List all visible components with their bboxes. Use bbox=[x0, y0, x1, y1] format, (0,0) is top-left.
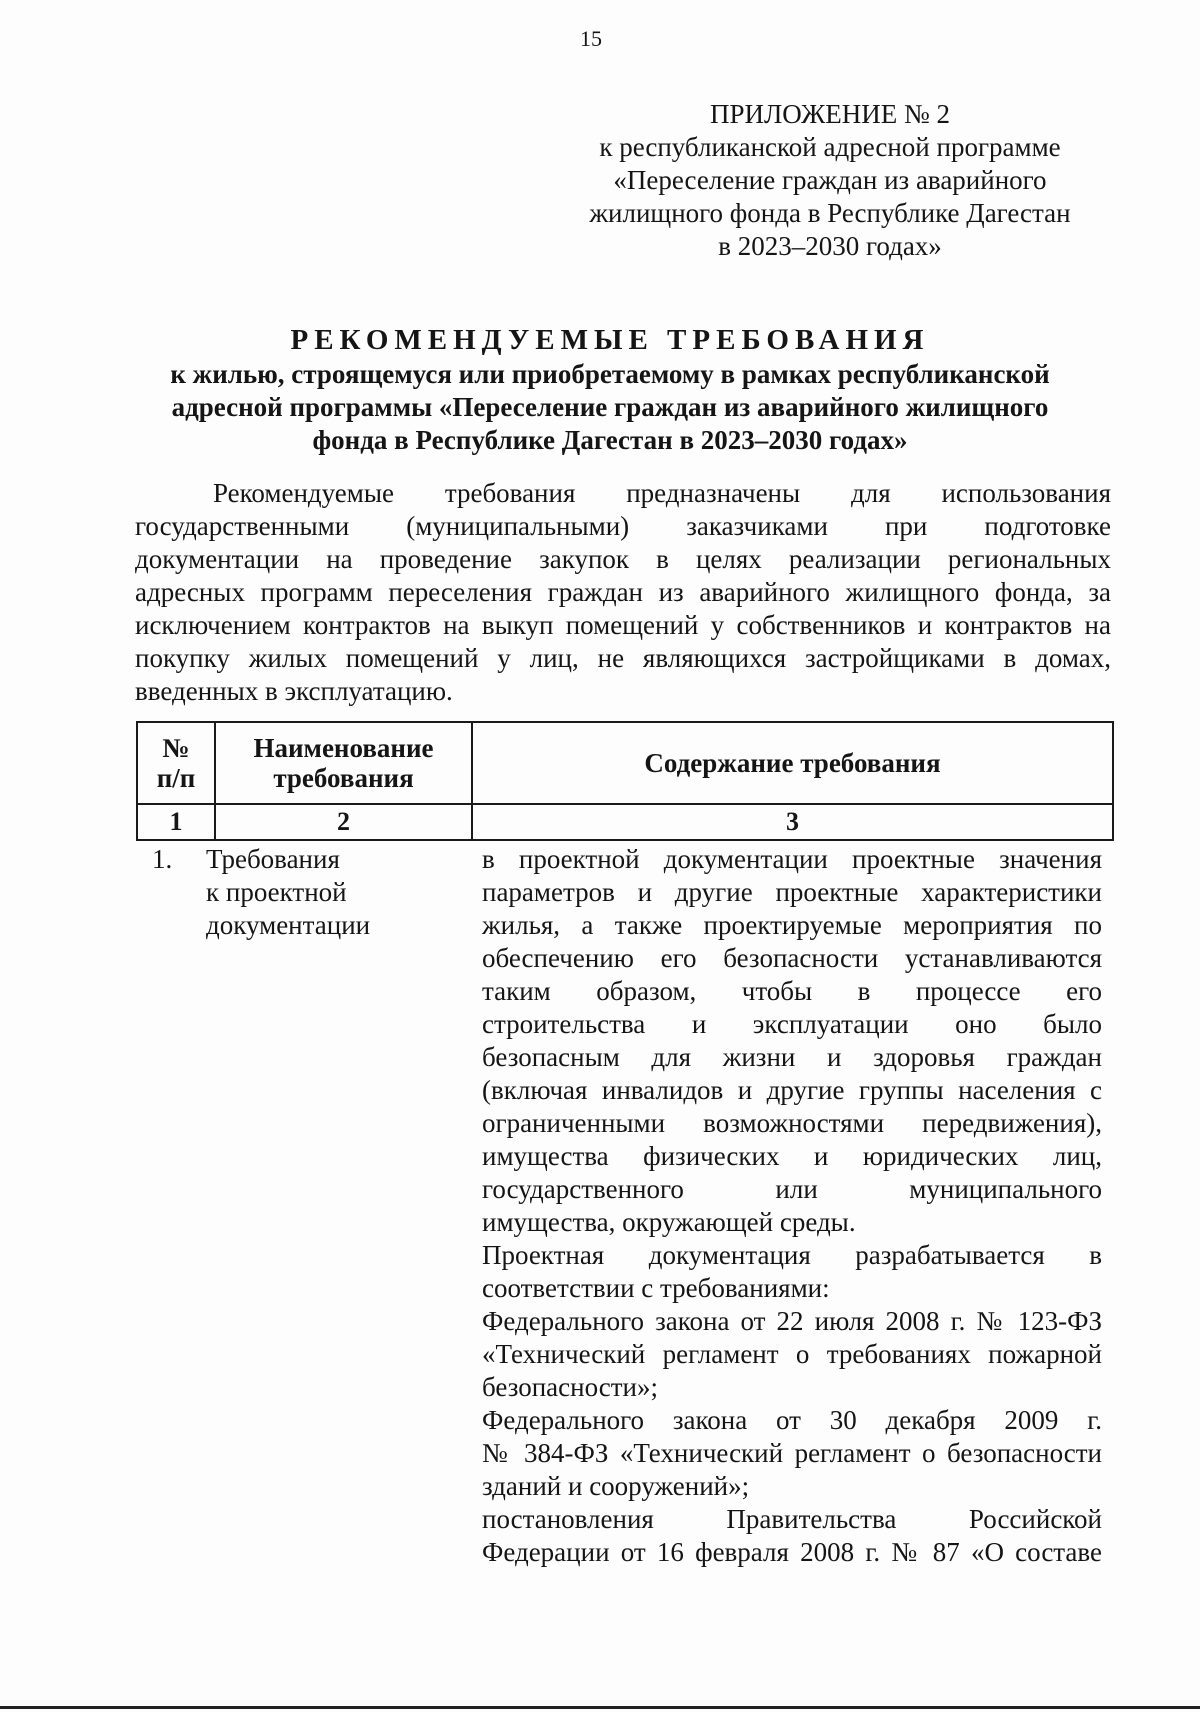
appendix-heading bbox=[560, 98, 1100, 263]
requirement-content-line: имущества физических и юридических лиц, bbox=[482, 1141, 1102, 1171]
header-requirement-name: Наименование требования bbox=[215, 722, 472, 804]
column-number: 3 bbox=[472, 804, 1113, 840]
requirement-content-line: Федерального закона от 30 декабря 2009 г. bbox=[482, 1405, 1102, 1435]
column-number: 2 bbox=[215, 804, 472, 840]
intro-line: исключением контрактов на выкуп помещений у собственников и контрактов на bbox=[135, 610, 1111, 640]
subtitle-line: фонда в Республике Дагестан в 2023–2030 годах» bbox=[312, 425, 908, 455]
intro-paragraph bbox=[135, 477, 1111, 708]
requirement-content-line: Проектная документация разрабатывается в bbox=[482, 1240, 1102, 1270]
intro-line: адресных программ переселения граждан из аварийного жилищного фонда, за bbox=[135, 577, 1111, 607]
requirement-content-line: Федерального закона от 22 июля 2008 г. № 123-ФЗ bbox=[482, 1306, 1102, 1336]
subtitle-line: адресной программы «Переселение граждан из аварийного жилищного bbox=[171, 392, 1049, 422]
requirement-content-line: соответствии с требованиями: bbox=[482, 1273, 830, 1303]
requirement-content-line: (включая инвалидов и другие группы населения с bbox=[482, 1075, 1102, 1105]
requirement-content-line: государственного или муниципального bbox=[482, 1174, 1102, 1204]
appendix-title: ПРИЛОЖЕНИЕ № 2 bbox=[709, 99, 951, 129]
requirement-content-line: безопасным для жизни и здоровья граждан bbox=[482, 1042, 1102, 1072]
requirement-content-line: постановления Правительства Российской bbox=[482, 1504, 1102, 1534]
page-number: 15 bbox=[580, 26, 602, 51]
intro-line: введенных в эксплуатацию. bbox=[135, 676, 453, 706]
row-requirement-content bbox=[482, 843, 1102, 1569]
requirement-content-line: таким образом, чтобы в процессе его bbox=[482, 976, 1102, 1006]
appendix-line: в 2023–2030 годах» bbox=[718, 231, 942, 261]
intro-line: Рекомендуемые требования предназначены для использования bbox=[213, 478, 1111, 508]
requirement-content-line: имущества, окружающей среды. bbox=[482, 1207, 856, 1237]
requirement-content-line: обеспечению его безопасности устанавливаются bbox=[482, 943, 1102, 973]
appendix-line: к республиканской адресной программе bbox=[599, 132, 1061, 162]
requirement-content-line: жилья, а также проектируемые мероприятия по bbox=[482, 910, 1102, 940]
requirement-name-line: документации bbox=[206, 910, 371, 940]
requirement-content-line: Федерации от 16 февраля 2008 г. № 87 «О составе bbox=[482, 1537, 1102, 1567]
page-bottom-edge bbox=[0, 1706, 1200, 1709]
requirement-content-line: № 384-ФЗ «Технический регламент о безопасности bbox=[482, 1438, 1102, 1468]
document-title: РЕКОМЕНДУЕМЫЕ ТРЕБОВАНИЯ bbox=[290, 324, 930, 356]
requirement-content-line: строительства и эксплуатации оно было bbox=[482, 1009, 1102, 1039]
table-header-row bbox=[137, 722, 1113, 804]
header-number: № п/п bbox=[137, 722, 215, 804]
requirements-table bbox=[136, 721, 1114, 841]
intro-line: документации на проведение закупок в целях реализации региональных bbox=[135, 544, 1111, 574]
requirement-name-line: Требования bbox=[206, 844, 340, 874]
appendix-line: «Переселение граждан из аварийного bbox=[613, 165, 1047, 195]
requirement-content-line: безопасности»; bbox=[482, 1372, 658, 1402]
row-number: 1. bbox=[152, 844, 173, 874]
subtitle-line: к жилью, строящемуся или приобретаемому в рамках республиканской bbox=[170, 359, 1050, 389]
table-column-numbers-row bbox=[137, 804, 1113, 840]
row-requirement-name bbox=[206, 843, 446, 942]
requirement-content-line: зданий и сооружений»; bbox=[482, 1471, 750, 1501]
requirement-name-line: к проектной bbox=[206, 877, 347, 907]
intro-line: государственными (муниципальными) заказчиками при подготовке bbox=[135, 511, 1111, 541]
document-subtitle bbox=[120, 358, 1100, 457]
header-requirement-content: Содержание требования bbox=[472, 722, 1113, 804]
appendix-line: жилищного фонда в Республике Дагестан bbox=[589, 198, 1071, 228]
intro-line: покупку жилых помещений у лиц, не являющихся застройщиками в домах, bbox=[135, 643, 1111, 673]
column-number: 1 bbox=[137, 804, 215, 840]
requirement-content-line: «Технический регламент о требованиях пожарной bbox=[482, 1339, 1102, 1369]
requirement-content-line: ограниченными возможностями передвижения), bbox=[482, 1108, 1102, 1138]
document-title-block bbox=[120, 322, 1100, 457]
requirement-content-line: в проектной документации проектные значения bbox=[482, 844, 1102, 874]
requirement-content-line: параметров и другие проектные характеристики bbox=[482, 877, 1102, 907]
